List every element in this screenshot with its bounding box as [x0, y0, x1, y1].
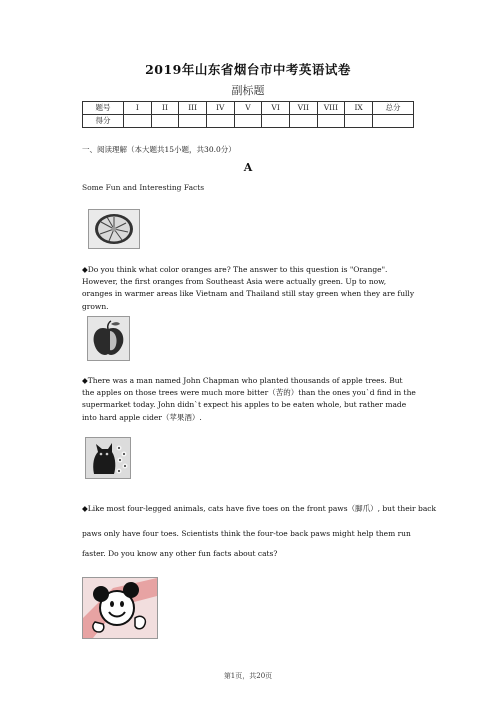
- score-cell: [373, 115, 414, 128]
- cat-image: [85, 437, 131, 479]
- score-table-header-row: [83, 102, 414, 115]
- score-table-cell: VIII: [317, 102, 345, 115]
- score-table-cell: VI: [262, 102, 290, 115]
- paragraph-oranges: ◆Do you think what color oranges are? The answer to this question is "Orange". However, the first oranges from Southeast Asia were actually green. Up to now, oranges in warmer areas like Vietnam and Thailand still stay green when they are fully grown.: [82, 265, 415, 311]
- score-table-cell: II: [151, 102, 179, 115]
- apple-image: [87, 316, 130, 361]
- passage-label: A: [243, 161, 253, 174]
- score-table-cell: 题号: [83, 102, 124, 115]
- score-cell: [151, 115, 179, 128]
- score-cell: [124, 115, 152, 128]
- score-cell: [234, 115, 262, 128]
- score-table: [82, 101, 414, 128]
- score-cell: [206, 115, 234, 128]
- score-table-row-label: 得分: [83, 115, 124, 128]
- paragraph-apples: ◆There was a man named John Chapman who planted thousands of apple trees. But the apples on those trees were much more bitter（苦的）than the ones you`d find in the supermarket today. John didn`t expect his apples to be eaten whole, but rather made into hard apple cider（苹果酒）.: [82, 376, 416, 422]
- section-heading: 一、阅读理解（本大题共15小题，共30.0分）: [82, 145, 236, 154]
- score-cell: [317, 115, 345, 128]
- score-table-cell: VII: [289, 102, 317, 115]
- document-title: 2019年山东省烟台市中考英语试卷: [145, 62, 351, 77]
- score-table-score-row: [83, 115, 414, 128]
- score-table-cell: V: [234, 102, 262, 115]
- score-table-cell: I: [124, 102, 152, 115]
- score-cell: [179, 115, 207, 128]
- score-table-cell: IV: [206, 102, 234, 115]
- score-cell: [262, 115, 290, 128]
- paragraph-cats-line-3: faster. Do you know any other fun facts about cats?: [82, 549, 278, 558]
- score-cell: [345, 115, 373, 128]
- orange-slice-image: [88, 209, 140, 249]
- score-cell: [289, 115, 317, 128]
- score-table-cell: 总分: [373, 102, 414, 115]
- page-footer: 第1页，共20页: [223, 672, 273, 680]
- passage-intro: Some Fun and Interesting Facts: [82, 183, 205, 192]
- score-table-cell: IX: [345, 102, 373, 115]
- paragraph-cats-line-2: paws only have four toes. Scientists think the four-toe back paws might help them run: [82, 529, 411, 538]
- cartoon-image: [82, 577, 158, 639]
- score-table-cell: III: [179, 102, 207, 115]
- document-subtitle: 副标题: [231, 84, 265, 97]
- paragraph-cats-line-1: ◆Like most four-legged animals, cats have five toes on the front paws（脚爪）, but their back: [82, 504, 437, 513]
